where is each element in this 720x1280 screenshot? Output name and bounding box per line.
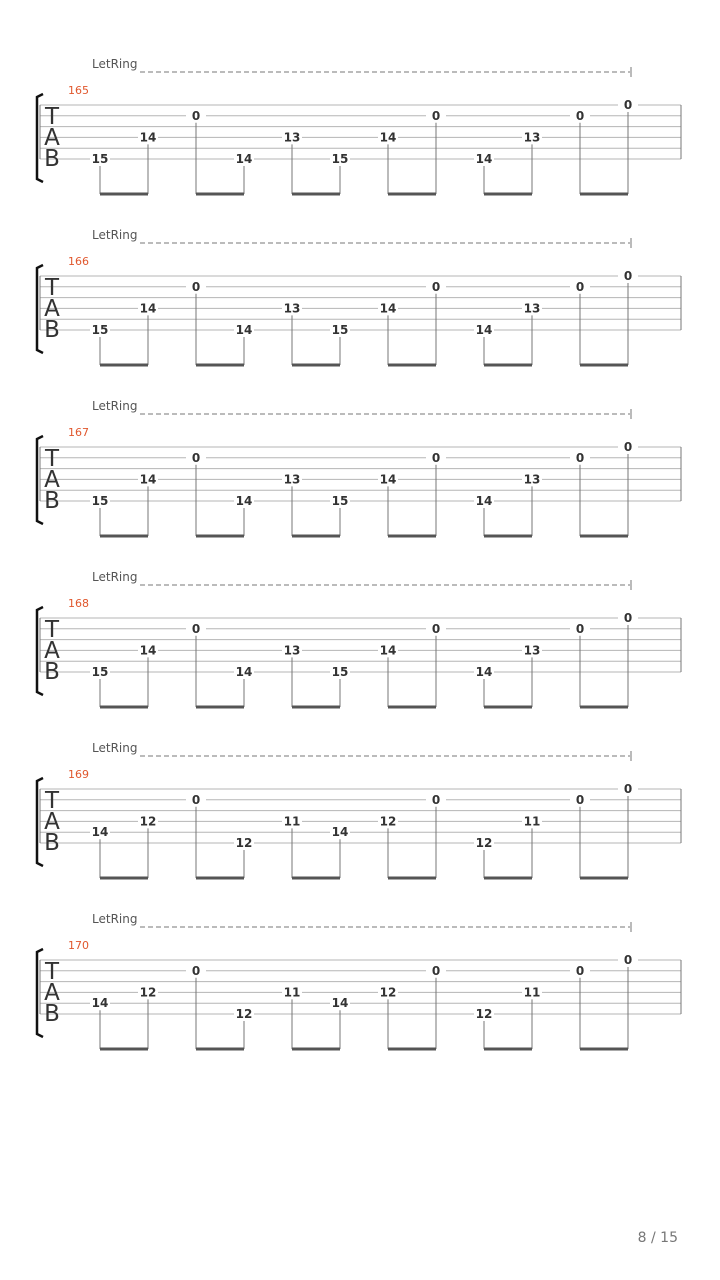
fret-number: 14 [379, 643, 397, 658]
tab-clef-letter: B [44, 146, 60, 172]
tab-clef-letter: T [44, 959, 60, 985]
fret-number: 0 [623, 440, 633, 454]
fret-number: 14 [139, 472, 157, 487]
fret-number: 0 [575, 621, 585, 636]
tab-clef-letter: T [44, 788, 60, 814]
let-ring-label: LetRing [92, 912, 138, 926]
fret-number: 13 [523, 643, 541, 658]
fret-number: 14 [235, 665, 253, 679]
fret-number: 0 [623, 953, 633, 967]
fret-number: 14 [379, 130, 397, 145]
fret-number: 13 [523, 130, 541, 145]
fret-number: 15 [91, 152, 109, 166]
bar-number: 169 [68, 768, 89, 781]
fret-number: 14 [139, 643, 157, 658]
fret-number: 0 [623, 782, 633, 796]
fret-number: 14 [139, 130, 157, 145]
tab-clef-letter: A [44, 809, 60, 835]
tab-system [37, 912, 681, 1049]
fret-number: 13 [283, 130, 301, 145]
tab-clef-letter: A [44, 296, 60, 322]
fret-number: 15 [331, 494, 349, 508]
tab-system [37, 570, 681, 707]
fret-number: 0 [575, 792, 585, 807]
fret-number: 14 [91, 825, 109, 840]
tab-system [37, 399, 681, 536]
fret-number: 12 [379, 814, 397, 829]
fret-number: 14 [379, 301, 397, 316]
fret-number: 0 [431, 621, 441, 636]
fret-number: 14 [475, 665, 493, 679]
fret-number: 14 [475, 152, 493, 166]
fret-number: 11 [283, 985, 301, 1000]
fret-number: 15 [91, 323, 109, 337]
tab-clef-letter: A [44, 467, 60, 493]
fret-number: 15 [331, 665, 349, 679]
tab-clef-letter: T [44, 446, 60, 472]
tab-clef-letter: T [44, 275, 60, 301]
fret-number: 0 [191, 279, 201, 294]
fret-number: 15 [91, 665, 109, 679]
tab-clef-letter: A [44, 638, 60, 664]
fret-number: 15 [91, 494, 109, 508]
tab-clef-letter: T [44, 617, 60, 643]
fret-number: 14 [379, 472, 397, 487]
let-ring-label: LetRing [92, 57, 138, 71]
fret-number: 0 [431, 279, 441, 294]
bar-number: 166 [68, 255, 89, 268]
fret-number: 14 [331, 996, 349, 1011]
tab-clef-letter: B [44, 317, 60, 343]
let-ring-label: LetRing [92, 399, 138, 413]
fret-number: 14 [331, 825, 349, 840]
fret-number: 0 [623, 269, 633, 283]
fret-number: 14 [139, 301, 157, 316]
page-number: 8 / 15 [637, 1230, 678, 1246]
fret-number: 0 [191, 792, 201, 807]
fret-number: 12 [235, 836, 253, 850]
fret-number: 14 [91, 996, 109, 1011]
fret-number: 12 [379, 985, 397, 1000]
fret-number: 0 [431, 792, 441, 807]
fret-number: 14 [475, 494, 493, 508]
let-ring-label: LetRing [92, 228, 138, 242]
bar-number: 165 [68, 84, 89, 97]
fret-number: 0 [623, 98, 633, 112]
fret-number: 14 [235, 323, 253, 337]
fret-number: 15 [331, 152, 349, 166]
fret-number: 12 [475, 1007, 493, 1021]
tab-clef-letter: A [44, 125, 60, 151]
fret-number: 0 [575, 963, 585, 978]
fret-number: 0 [575, 108, 585, 123]
tab-system [37, 741, 681, 878]
tab-system [37, 228, 681, 365]
fret-number: 0 [191, 108, 201, 123]
fret-number: 12 [475, 836, 493, 850]
fret-number: 12 [139, 985, 157, 1000]
fret-number: 0 [431, 450, 441, 465]
fret-number: 14 [235, 494, 253, 508]
fret-number: 0 [431, 963, 441, 978]
fret-number: 0 [575, 450, 585, 465]
fret-number: 13 [283, 472, 301, 487]
fret-number: 0 [191, 621, 201, 636]
tab-clef-letter: A [44, 980, 60, 1006]
tab-system [37, 57, 681, 194]
fret-number: 12 [139, 814, 157, 829]
fret-number: 13 [283, 301, 301, 316]
fret-number: 11 [523, 814, 541, 829]
tab-clef-letter: T [44, 104, 60, 130]
fret-number: 0 [575, 279, 585, 294]
fret-number: 0 [191, 963, 201, 978]
bar-number: 170 [68, 939, 89, 952]
fret-number: 14 [475, 323, 493, 337]
fret-number: 11 [283, 814, 301, 829]
fret-number: 12 [235, 1007, 253, 1021]
bar-number: 168 [68, 597, 89, 610]
let-ring-label: LetRing [92, 570, 138, 584]
fret-number: 0 [431, 108, 441, 123]
fret-number: 13 [523, 472, 541, 487]
fret-number: 0 [191, 450, 201, 465]
tab-clef-letter: B [44, 659, 60, 685]
let-ring-label: LetRing [92, 741, 138, 755]
bar-number: 167 [68, 426, 89, 439]
fret-number: 11 [523, 985, 541, 1000]
tab-clef-letter: B [44, 1001, 60, 1027]
tab-clef-letter: B [44, 488, 60, 514]
fret-number: 13 [523, 301, 541, 316]
tab-clef-letter: B [44, 830, 60, 856]
fret-number: 15 [331, 323, 349, 337]
fret-number: 14 [235, 152, 253, 166]
fret-number: 13 [283, 643, 301, 658]
fret-number: 0 [623, 611, 633, 625]
